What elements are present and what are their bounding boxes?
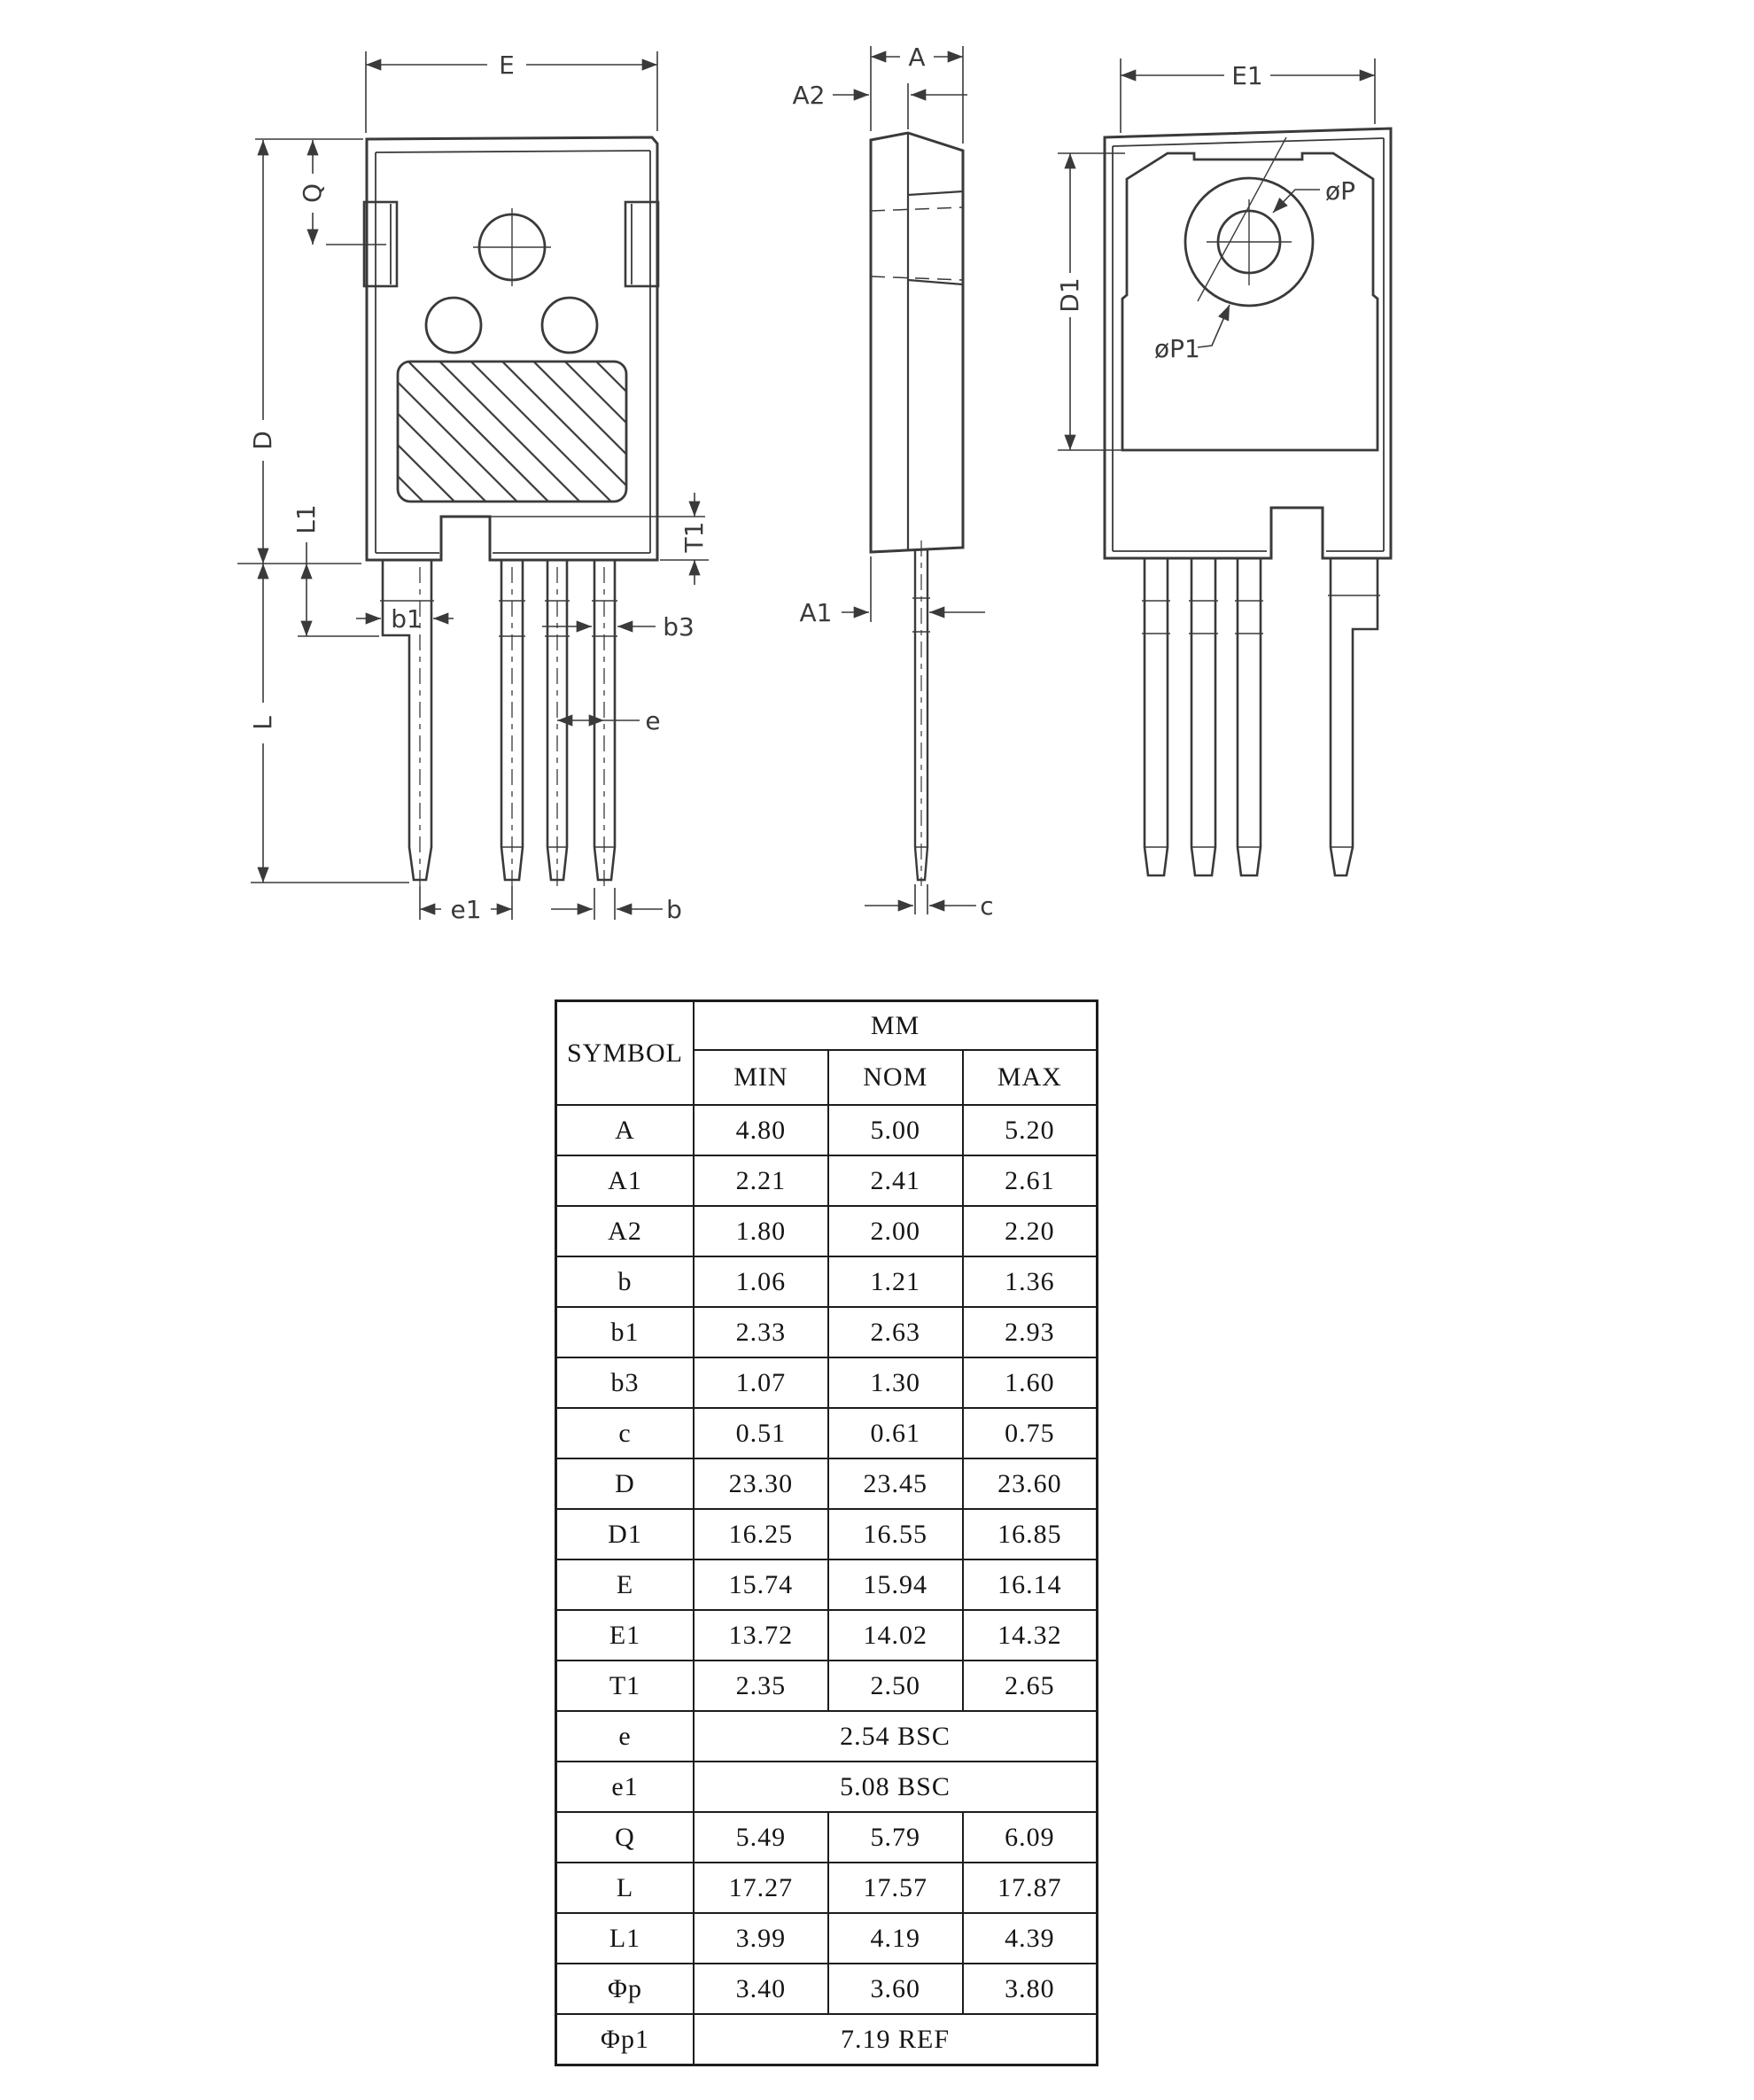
dim-label-L1: L1 [291, 504, 321, 534]
nom-cell: 0.61 [828, 1408, 963, 1458]
max-cell: 2.20 [963, 1206, 1098, 1256]
dim-label-b: b [666, 895, 682, 924]
dim-label-T1: T1 [679, 521, 709, 553]
symbol-cell: e [556, 1711, 695, 1762]
table-row [556, 1357, 1098, 1408]
min-cell: 15.74 [694, 1559, 828, 1610]
max-cell: 6.09 [963, 1812, 1098, 1863]
dim-label-A1: A1 [799, 598, 833, 627]
symbol-cell: E1 [556, 1610, 695, 1661]
min-cell: 5.49 [694, 1812, 828, 1863]
nom-cell: 14.02 [828, 1610, 963, 1661]
nom-cell: 17.57 [828, 1863, 963, 1913]
symbol-cell: A2 [556, 1206, 695, 1256]
min-cell: 0.51 [694, 1408, 828, 1458]
dimension-table [555, 999, 1098, 2066]
nom-header: NOM [828, 1050, 963, 1105]
sub-hole-left [426, 298, 481, 353]
side-body-outline [871, 133, 963, 552]
max-cell: 16.14 [963, 1559, 1098, 1610]
max-cell: 14.32 [963, 1610, 1098, 1661]
min-cell: 2.33 [694, 1307, 828, 1357]
max-cell: 4.39 [963, 1913, 1098, 1964]
mounting-hole [473, 208, 551, 286]
nom-cell: 5.79 [828, 1812, 963, 1863]
table-row [556, 1256, 1098, 1307]
table-row [556, 1408, 1098, 1458]
max-header: MAX [963, 1050, 1098, 1105]
symbol-cell: c [556, 1408, 695, 1458]
dim-label-A2: A2 [792, 81, 826, 110]
dim-label-b1: b1 [391, 604, 423, 634]
table-row [556, 1863, 1098, 1913]
outline-drawing [0, 0, 1754, 984]
front-right-tab [625, 202, 658, 286]
nom-cell: 2.50 [828, 1661, 963, 1711]
symbol-cell: L1 [556, 1913, 695, 1964]
nom-cell: 2.41 [828, 1155, 963, 1206]
table-header-row-unit [556, 1001, 1098, 1051]
dim-label-A: A [908, 43, 926, 72]
nom-cell: 4.19 [828, 1913, 963, 1964]
nom-cell: 2.63 [828, 1307, 963, 1357]
hatched-pad [398, 362, 626, 502]
side-pin [912, 541, 930, 886]
dim-label-Q: Q [298, 183, 327, 204]
dim-label-b3: b3 [663, 612, 695, 642]
symbol-cell: A [556, 1105, 695, 1155]
symbol-header: SYMBOL [556, 1001, 695, 1106]
nom-cell: 15.94 [828, 1559, 963, 1610]
nom-cell: 16.55 [828, 1509, 963, 1559]
table-row [556, 1964, 1098, 2014]
merged-value-cell: 5.08 BSC [694, 1762, 1098, 1812]
min-cell: 3.40 [694, 1964, 828, 2014]
table-row [556, 2014, 1098, 2065]
table-row [556, 1307, 1098, 1357]
table-row [556, 1105, 1098, 1155]
max-cell: 2.61 [963, 1155, 1098, 1206]
symbol-cell: Φp1 [556, 2014, 695, 2065]
min-cell: 3.99 [694, 1913, 828, 1964]
back-view [1054, 58, 1391, 875]
table-row [556, 1711, 1098, 1762]
merged-value-cell: 7.19 REF [694, 2014, 1098, 2065]
nom-cell: 1.30 [828, 1357, 963, 1408]
max-cell: 3.80 [963, 1964, 1098, 2014]
back-pins [1142, 558, 1380, 875]
max-cell: 1.36 [963, 1256, 1098, 1307]
symbol-cell: D1 [556, 1509, 695, 1559]
front-view [237, 48, 709, 925]
table-row [556, 1610, 1098, 1661]
table-row [556, 1155, 1098, 1206]
dim-label-e: e [645, 706, 661, 735]
nom-cell: 3.60 [828, 1964, 963, 2014]
min-cell: 2.35 [694, 1661, 828, 1711]
min-header: MIN [694, 1050, 828, 1105]
min-cell: 1.07 [694, 1357, 828, 1408]
dim-label-e1: e1 [450, 895, 482, 924]
symbol-cell: Φp [556, 1964, 695, 2014]
min-cell: 23.30 [694, 1458, 828, 1509]
min-cell: 1.06 [694, 1256, 828, 1307]
dim-label-phi-p: øP [1325, 176, 1356, 206]
symbol-cell: b1 [556, 1307, 695, 1357]
symbol-cell: Q [556, 1812, 695, 1863]
dim-label-D1: D1 [1055, 277, 1084, 313]
nom-cell: 1.21 [828, 1256, 963, 1307]
min-cell: 17.27 [694, 1863, 828, 1913]
side-view [793, 41, 994, 921]
max-cell: 0.75 [963, 1408, 1098, 1458]
symbol-cell: T1 [556, 1661, 695, 1711]
min-cell: 2.21 [694, 1155, 828, 1206]
nom-cell: 5.00 [828, 1105, 963, 1155]
symbol-cell: e1 [556, 1762, 695, 1812]
table-row [556, 1661, 1098, 1711]
table-row [556, 1559, 1098, 1610]
symbol-cell: b3 [556, 1357, 695, 1408]
max-cell: 23.60 [963, 1458, 1098, 1509]
nom-cell: 23.45 [828, 1458, 963, 1509]
min-cell: 4.80 [694, 1105, 828, 1155]
back-hole [1185, 137, 1313, 306]
table-row [556, 1762, 1098, 1812]
max-cell: 17.87 [963, 1863, 1098, 1913]
dim-label-D: D [248, 431, 277, 450]
table-row [556, 1206, 1098, 1256]
table-row [556, 1812, 1098, 1863]
max-cell: 16.85 [963, 1509, 1098, 1559]
max-cell: 2.93 [963, 1307, 1098, 1357]
min-cell: 16.25 [694, 1509, 828, 1559]
max-cell: 1.60 [963, 1357, 1098, 1408]
dim-label-phi-p1: øP1 [1154, 334, 1200, 363]
dim-label-L: L [248, 716, 277, 730]
symbol-cell: L [556, 1863, 695, 1913]
sub-hole-right [542, 298, 597, 353]
dim-label-c: c [980, 891, 994, 921]
back-dimensions [1054, 58, 1375, 450]
min-cell: 1.80 [694, 1206, 828, 1256]
table-row [556, 1458, 1098, 1509]
min-cell: 13.72 [694, 1610, 828, 1661]
dim-label-E1: E1 [1231, 61, 1263, 90]
max-cell: 2.65 [963, 1661, 1098, 1711]
symbol-cell: A1 [556, 1155, 695, 1206]
symbol-cell: D [556, 1458, 695, 1509]
symbol-cell: b [556, 1256, 695, 1307]
dim-label-E: E [499, 51, 515, 80]
unit-header: MM [694, 1001, 1098, 1051]
nom-cell: 2.00 [828, 1206, 963, 1256]
table-row [556, 1913, 1098, 1964]
table-row [556, 1509, 1098, 1559]
merged-value-cell: 2.54 BSC [694, 1711, 1098, 1762]
symbol-cell: E [556, 1559, 695, 1610]
max-cell: 5.20 [963, 1105, 1098, 1155]
